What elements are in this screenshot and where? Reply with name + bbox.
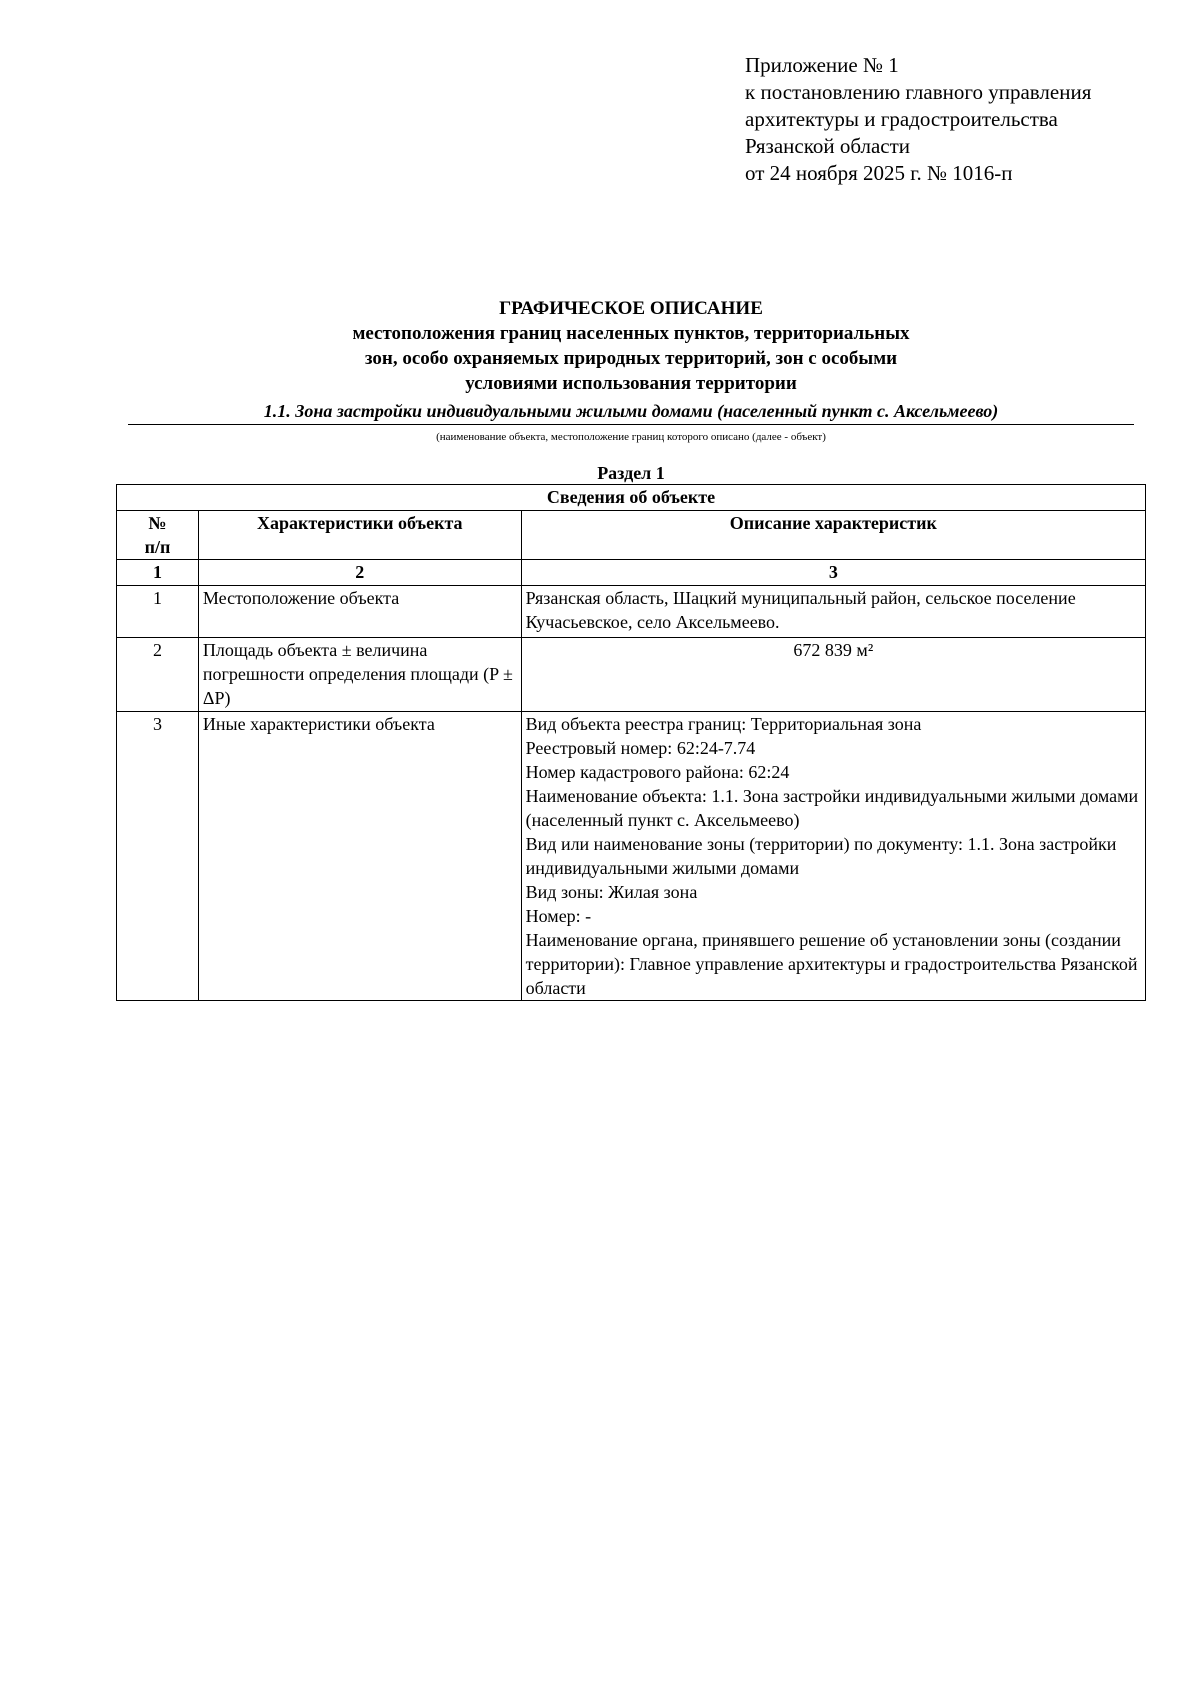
table-row xyxy=(117,712,1146,1001)
table-row xyxy=(117,638,1146,712)
header-number-line2: п/п xyxy=(144,537,171,557)
description-line: Номер: - xyxy=(525,906,592,926)
row-description: 672 839 м² xyxy=(521,638,1145,712)
header-number-line1: № xyxy=(148,513,167,533)
table-row xyxy=(117,586,1146,638)
row-characteristic: Иные характеристики объекта xyxy=(198,712,521,1001)
row-number: 1 xyxy=(117,586,199,638)
header-number xyxy=(117,511,199,560)
table-header-row xyxy=(117,511,1146,560)
description-line: Вид или наименование зоны (территории) по документу: 1.1. Зона застройки индивидуальными жилыми домами xyxy=(525,834,1117,878)
appendix-header xyxy=(745,52,1091,187)
row-number: 3 xyxy=(117,712,199,1001)
column-number: 2 xyxy=(198,560,521,586)
title-subtitle-line: зон, особо охраняемых природных территорий, зон с особыми xyxy=(364,348,898,369)
title-heading: ГРАФИЧЕСКОЕ ОПИСАНИЕ xyxy=(499,298,763,319)
header-characteristics: Характеристики объекта xyxy=(198,511,521,560)
table-caption: Сведения об объекте xyxy=(117,485,1146,511)
column-number-row xyxy=(117,560,1146,586)
appendix-line: архитектуры и градостроительства xyxy=(745,107,1058,131)
column-number: 3 xyxy=(521,560,1145,586)
document-title xyxy=(128,296,1134,396)
appendix-line: Приложение № 1 xyxy=(745,53,899,77)
column-number: 1 xyxy=(117,560,199,586)
row-description xyxy=(521,712,1145,1001)
row-number: 2 xyxy=(117,638,199,712)
row-description: Рязанская область, Шацкий муниципальный район, сельское поселение Кучасьевское, село Аксельмеево. xyxy=(521,586,1145,638)
object-name-caption: (наименование объекта, местоположение границ которого описано (далее - объект) xyxy=(436,431,826,443)
title-subtitle-line: местоположения границ населенных пунктов, территориальных xyxy=(352,323,910,344)
description-line: Вид объекта реестра границ: Территориальная зона xyxy=(525,714,922,734)
object-info-table xyxy=(116,484,1146,1001)
description-line: Реестровый номер: 62:24-7.74 xyxy=(525,738,756,758)
appendix-line: от 24 ноября 2025 г. № 1016-п xyxy=(745,161,1013,185)
table-caption-row xyxy=(117,485,1146,511)
title-subtitle-line: условиями использования территории xyxy=(465,373,797,394)
header-description: Описание характеристик xyxy=(521,511,1145,560)
row-characteristic: Площадь объекта ± величина погрешности определения площади (P ± ΔP) xyxy=(198,638,521,712)
section-title: Раздел 1 xyxy=(597,463,665,483)
object-name: 1.1. Зона застройки индивидуальными жилыми домами (населенный пункт с. Аксельмеево) xyxy=(128,399,1134,425)
description-line: Наименование органа, принявшего решение об установлении зоны (создании территории): Главное управление архитектуры и градостроительства Рязанской области xyxy=(525,930,1138,998)
appendix-line: к постановлению главного управления xyxy=(745,80,1092,104)
description-line: Вид зоны: Жилая зона xyxy=(525,882,698,902)
row-characteristic: Местоположение объекта xyxy=(198,586,521,638)
description-line: Номер кадастрового района: 62:24 xyxy=(525,762,790,782)
description-line: Наименование объекта: 1.1. Зона застройки индивидуальными жилыми домами (населенный пункт с. Аксельмеево) xyxy=(525,786,1139,830)
appendix-line: Рязанской области xyxy=(745,134,911,158)
